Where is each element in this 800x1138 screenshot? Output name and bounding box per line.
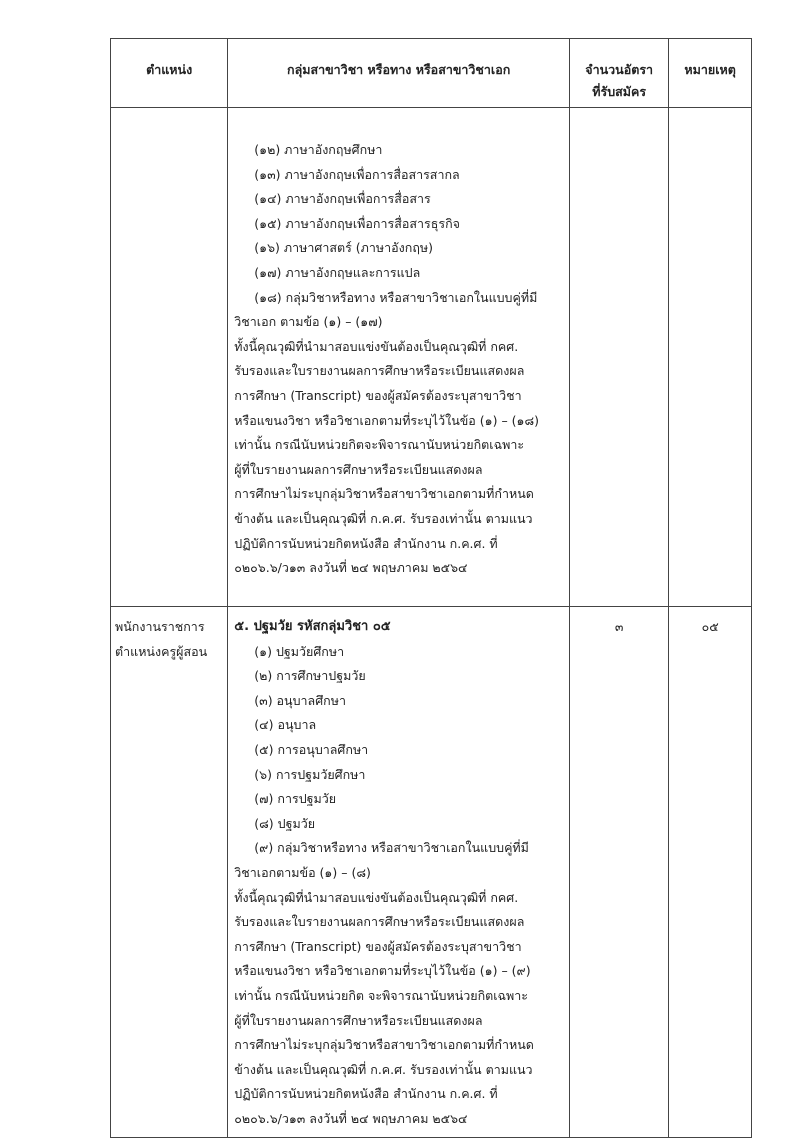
paragraph-line: วิชาเอกตามข้อ (๑) – (๘) bbox=[234, 864, 371, 880]
table-row bbox=[111, 108, 752, 607]
header-note: หมายเหตุ bbox=[669, 39, 752, 108]
header-row bbox=[111, 39, 752, 108]
paragraph-line: การศึกษา (Transcript) ของผู้สมัครต้องระบุสาขาวิชา bbox=[234, 938, 522, 954]
field-paragraph bbox=[234, 310, 563, 581]
position-cell bbox=[111, 108, 228, 607]
note-cell bbox=[669, 108, 752, 607]
list-item: (๑๘) กลุ่มวิชาหรือทาง หรือสาขาวิชาเอกในแบบคู่ที่มี bbox=[254, 289, 538, 305]
paragraph-line: ทั้งนี้คุณวุฒิที่นำมาสอบแข่งขันต้องเป็นคุณวุฒิที่ กคศ. bbox=[234, 889, 519, 905]
paragraph-line: หรือแขนงวิชา หรือวิชาเอกตามที่ระบุไว้ในข้อ (๑) – (๙) bbox=[234, 963, 531, 979]
field-cell bbox=[228, 108, 570, 607]
paragraph-line: เท่านั้น กรณีนับหน่วยกิต จะพิจารณานับหน่วยกิตเฉพาะ bbox=[234, 987, 529, 1003]
paragraph-line: เท่านั้น กรณีนับหน่วยกิตจะพิจารณานับหน่วยกิตเฉพาะ bbox=[234, 437, 525, 453]
list-item: (๑๓) ภาษาอังกฤษเพื่อการสื่อสารสากล bbox=[254, 166, 460, 182]
header-count-line1: จำนวนอัตรา bbox=[585, 62, 654, 77]
table-row bbox=[111, 607, 752, 1138]
paragraph-line: ข้างต้น และเป็นคุณวุฒิที่ ก.ค.ศ. รับรองเท่านั้น ตามแนว bbox=[234, 1061, 533, 1077]
list-item: (๑๒) ภาษาอังกฤษศึกษา bbox=[254, 142, 383, 157]
list-item: (๖) การปฐมวัยศึกษา bbox=[254, 766, 366, 782]
count-cell bbox=[570, 108, 669, 607]
qualifications-table bbox=[110, 38, 752, 1138]
paragraph-line: ปฏิบัติการนับหน่วยกิตหนังสือ สำนักงาน ก.ค.ศ. ที่ bbox=[234, 535, 498, 551]
paragraph-line: รับรองและใบรายงานผลการศึกษาหรือระเบียนแสดงผล bbox=[234, 914, 525, 930]
position-line: พนักงานราชการ bbox=[115, 619, 205, 634]
list-item: (๑) ปฐมวัยศึกษา bbox=[254, 643, 345, 659]
paragraph-line: ข้างต้น และเป็นคุณวุฒิที่ ก.ค.ศ. รับรองเท่านั้น ตามแนว bbox=[234, 510, 533, 526]
list-item: (๑๗) ภาษาอังกฤษและการแปล bbox=[254, 264, 421, 280]
paragraph-line: วิชาเอก ตามข้อ (๑) – (๑๗) bbox=[234, 314, 383, 330]
header-count-line2: ที่รับสมัคร bbox=[592, 84, 647, 99]
paragraph-line: หรือแขนงวิชา หรือวิชาเอกตามที่ระบุไว้ในข้อ (๑) – (๑๘) bbox=[234, 412, 539, 428]
note-cell: ๐๕ bbox=[669, 607, 752, 1138]
paragraph-line: ผู้ที่ใบรายงานผลการศึกษาหรือระเบียนแสดงผล bbox=[234, 461, 483, 477]
paragraph-line: ๐๒๐๖.๖/ว๑๓ ลงวันที่ ๒๔ พฤษภาคม ๒๕๖๔ bbox=[234, 560, 468, 576]
field-paragraph bbox=[234, 861, 563, 1132]
paragraph-line: ๐๒๐๖.๖/ว๑๓ ลงวันที่ ๒๔ พฤษภาคม ๒๕๖๔ bbox=[234, 1110, 468, 1126]
list-item: (๙) กลุ่มวิชาหรือทาง หรือสาขาวิชาเอกในแบบคู่ที่มี bbox=[254, 840, 529, 856]
list-item: (๘) ปฐมวัย bbox=[254, 815, 316, 831]
list-item: (๑๕) ภาษาอังกฤษเพื่อการสื่อสารธุรกิจ bbox=[254, 215, 460, 231]
header-field: กลุ่มสาขาวิชา หรือทาง หรือสาขาวิชาเอก bbox=[228, 39, 570, 108]
position-cell bbox=[111, 607, 228, 1138]
field-list bbox=[234, 640, 563, 861]
paragraph-line: การศึกษาไม่ระบุกลุ่มวิชาหรือสาขาวิชาเอกตามที่กำหนด bbox=[234, 486, 534, 502]
field-cell bbox=[228, 607, 570, 1138]
count-cell: ๓ bbox=[570, 607, 669, 1138]
header-count bbox=[570, 39, 669, 108]
list-item: (๑๖) ภาษาศาสตร์ (ภาษาอังกฤษ) bbox=[254, 240, 434, 256]
list-item: (๗) การปฐมวัย bbox=[254, 791, 337, 807]
position-line: ตำแหน่งครูผู้สอน bbox=[115, 643, 208, 659]
list-item: (๓) อนุบาลศึกษา bbox=[254, 692, 346, 708]
header-position: ตำแหน่ง bbox=[111, 39, 228, 108]
field-heading: ๕. ปฐมวัย รหัสกลุ่มวิชา ๐๕ bbox=[234, 619, 391, 634]
paragraph-line: ปฏิบัติการนับหน่วยกิตหนังสือ สำนักงาน ก.ค.ศ. ที่ bbox=[234, 1086, 498, 1102]
list-item: (๔) อนุบาล bbox=[254, 717, 317, 733]
paragraph-line: การศึกษาไม่ระบุกลุ่มวิชาหรือสาขาวิชาเอกตามที่กำหนด bbox=[234, 1037, 534, 1053]
field-list bbox=[234, 138, 563, 310]
paragraph-line: การศึกษา (Transcript) ของผู้สมัครต้องระบุสาขาวิชา bbox=[234, 387, 522, 403]
paragraph-line: ทั้งนี้คุณวุฒิที่นำมาสอบแข่งขันต้องเป็นคุณวุฒิที่ กคศ. bbox=[234, 338, 519, 354]
list-item: (๕) การอนุบาลศึกษา bbox=[254, 741, 369, 757]
paragraph-line: ผู้ที่ใบรายงานผลการศึกษาหรือระเบียนแสดงผล bbox=[234, 1012, 483, 1028]
list-item: (๒) การศึกษาปฐมวัย bbox=[254, 668, 366, 684]
paragraph-line: รับรองและใบรายงานผลการศึกษาหรือระเบียนแสดงผล bbox=[234, 363, 525, 379]
list-item: (๑๔) ภาษาอังกฤษเพื่อการสื่อสาร bbox=[254, 191, 431, 207]
